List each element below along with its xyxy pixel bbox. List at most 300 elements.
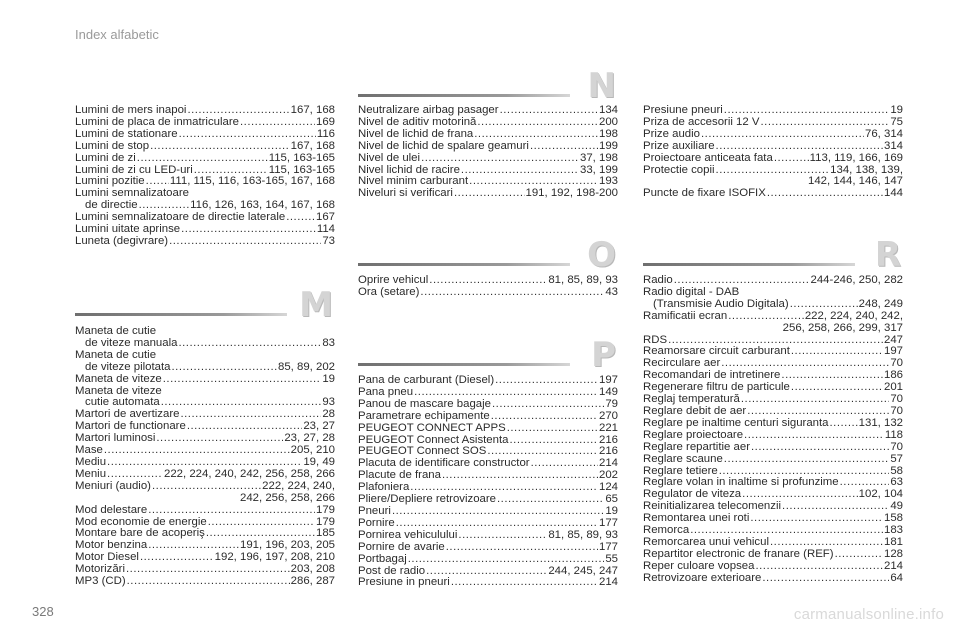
- entry-label: Lumini de zi: [75, 151, 136, 164]
- watermark: carmanualsonline.info: [793, 606, 944, 623]
- entry-pages: 102, 104: [858, 488, 903, 501]
- section-o: [358, 230, 618, 299]
- dot-leader: [180, 409, 321, 421]
- dot-leader: [442, 470, 598, 482]
- dot-leader: [420, 287, 604, 299]
- section-divider-bar: [358, 94, 570, 97]
- entry-pages: 70: [890, 404, 903, 417]
- dot-leader: [782, 501, 889, 513]
- entry-pages: 93: [322, 396, 335, 409]
- entry-label: Prize auxiliare: [643, 139, 715, 152]
- section-m: [75, 280, 335, 588]
- entry-label: Placute de frana: [358, 469, 441, 482]
- index-entry: [643, 153, 903, 165]
- entry-label: Maneta de cutie: [75, 348, 157, 361]
- entry-label: Meniuri (audio): [75, 479, 151, 492]
- index-entry: [643, 573, 903, 585]
- entry-list: [358, 105, 618, 200]
- entry-label: Mase: [75, 444, 103, 457]
- entry-pages: 85, 89, 202: [277, 360, 335, 373]
- entry-label: Ora (setare): [358, 285, 420, 298]
- index-entry: [75, 236, 335, 248]
- entry-label: Radio digital - DAB: [643, 285, 740, 298]
- dot-leader: [791, 382, 883, 394]
- entry-label: Nivel de aditiv motorină: [358, 115, 477, 128]
- entry-label: Motorizări: [75, 563, 126, 576]
- entry-pages: 193: [598, 175, 618, 188]
- entry-label: Remontarea unei roti: [643, 512, 750, 525]
- dot-leader: [104, 445, 290, 457]
- entry-label: Oprire vehicul: [358, 274, 429, 286]
- entry-label: Lumini semnalizatoare de directie laterale: [75, 211, 286, 224]
- entry-label: Reglare volan in inaltime si profunzime: [643, 476, 839, 489]
- entry-list: [75, 105, 335, 248]
- entry-label: Nivel minim carburant: [358, 175, 469, 188]
- dot-leader: [240, 117, 315, 129]
- dot-leader: [701, 129, 864, 141]
- entry-label: Martori luminosi: [75, 432, 156, 445]
- entry-label: PEUGEOT CONNECT APPS: [358, 421, 506, 434]
- entry-pages: 19, 49: [303, 455, 335, 468]
- section-p-continued: [643, 105, 903, 200]
- entry-label: Panou de mascare bagaje: [358, 397, 491, 410]
- section-divider-bar: [358, 363, 570, 366]
- dot-leader: [286, 212, 315, 224]
- dot-leader: [156, 433, 283, 445]
- index-entry: [358, 530, 618, 542]
- entry-pages: 70: [890, 357, 903, 370]
- index-entry: [358, 518, 618, 530]
- index-entry: [643, 299, 903, 311]
- entry-label: Pornire: [358, 516, 395, 529]
- entry-list: [358, 375, 618, 589]
- section-letter: R: [874, 235, 901, 275]
- entry-label: Reglare pe inaltime centuri siguranta: [643, 416, 829, 429]
- dot-leader: [530, 141, 598, 153]
- entry-label: Post de radio: [358, 564, 426, 577]
- entry-pages: 63: [890, 476, 903, 489]
- section-divider-bar: [358, 263, 570, 266]
- entry-label: Mod economie de energie: [75, 515, 207, 528]
- entry-pages: 216: [598, 433, 618, 446]
- index-entry: [643, 418, 903, 430]
- dot-leader: [181, 224, 316, 236]
- dot-leader: [169, 236, 321, 248]
- entry-label: Reinitializarea telecomenzii: [643, 500, 782, 513]
- page-header-title: Index alfabetic: [75, 27, 159, 42]
- dot-leader: [509, 435, 598, 447]
- entry-label: Presiune in pneuri: [358, 576, 450, 589]
- dot-leader: [477, 117, 598, 129]
- dot-leader: [107, 469, 163, 481]
- entry-label: Motor benzina: [75, 539, 148, 552]
- entry-label: Proiectoare anticeata fata: [643, 151, 773, 164]
- entry-label: Pneuri: [358, 504, 391, 517]
- entry-label: Repartitor electronic de franare (REF): [643, 547, 834, 560]
- entry-label: Reglare debit de aer: [643, 404, 747, 417]
- entry-label: Prize audio: [643, 127, 700, 140]
- dot-leader: [179, 129, 316, 141]
- entry-pages: 202: [598, 469, 618, 482]
- entry-pages: 192, 196, 197, 208, 210: [214, 551, 335, 564]
- entry-pages: 64: [890, 571, 903, 584]
- entry-pages: 23, 27, 28: [284, 432, 335, 445]
- index-entry-heading: [75, 350, 335, 362]
- dot-leader: [137, 153, 268, 165]
- dot-leader: [762, 573, 889, 585]
- entry-list: [643, 275, 903, 585]
- entry-pages: 191, 192, 198-200: [525, 187, 618, 200]
- section-letter: M: [299, 285, 333, 325]
- entry-label: Mod delestare: [75, 503, 148, 516]
- dot-leader: [750, 513, 883, 525]
- dot-leader: [744, 430, 884, 442]
- entry-pages: 247: [883, 333, 903, 346]
- entry-pages: 43: [605, 285, 618, 298]
- entry-pages: 23, 27: [303, 420, 335, 433]
- dot-leader: [767, 188, 883, 200]
- entry-label: Reglare repartitie aer: [643, 440, 750, 453]
- index-entry: [643, 430, 903, 442]
- index-entry: [358, 141, 618, 153]
- entry-pages: 83: [322, 336, 335, 349]
- entry-pages: 37, 198: [579, 151, 618, 164]
- dot-leader: [507, 423, 598, 435]
- dot-leader: [751, 442, 889, 454]
- dot-leader: [474, 129, 598, 141]
- dot-leader: [454, 188, 525, 200]
- section-divider-bar: [643, 263, 855, 266]
- entry-pages: 286, 287: [290, 575, 335, 588]
- index-entry: [75, 362, 335, 374]
- index-entry: [358, 506, 618, 518]
- entry-label: Portbagaj: [358, 552, 407, 565]
- entry-label: Lumini de zi cu LED-uri: [75, 163, 193, 176]
- entry-label: Puncte de fixare ISOFIX: [643, 187, 766, 200]
- entry-label: Nivel de lichid de spalare geamuri: [358, 139, 529, 152]
- entry-pages: 186: [883, 369, 903, 382]
- entry-pages: 28: [322, 408, 335, 421]
- entry-pages: 73: [322, 234, 335, 247]
- dot-leader: [790, 299, 858, 311]
- entry-pages: 205, 210: [290, 444, 335, 457]
- entry-pages: 169: [315, 115, 335, 128]
- page-number: 328: [32, 604, 54, 619]
- index-entry: [358, 577, 618, 589]
- entry-pages: 181: [883, 535, 903, 548]
- entry-label: de viteze pilotata: [85, 360, 171, 373]
- entry-pages: 57: [890, 452, 903, 465]
- section-n: [358, 61, 618, 200]
- index-entry: [75, 129, 335, 141]
- entry-label: MP3 (CD): [75, 575, 126, 588]
- index-entry: [358, 153, 618, 165]
- entry-pages: 314: [883, 139, 903, 152]
- entry-label: cutie automata: [85, 396, 160, 409]
- entry-label: Ramificatii ecran: [643, 309, 728, 322]
- entry-label: Nivel lichid de racire: [358, 163, 460, 176]
- entry-pages: 179: [315, 515, 335, 528]
- index-entry: [75, 469, 335, 481]
- dot-leader: [491, 411, 598, 423]
- entry-label: Protectie copii: [643, 163, 715, 176]
- entry-label: PEUGEOT Connect Asistenta: [358, 433, 509, 446]
- entry-pages: 131, 132: [858, 416, 903, 429]
- entry-pages: 177: [598, 540, 618, 553]
- section-header-p: [358, 330, 618, 374]
- entry-label: Pornirea vehiculului: [358, 528, 458, 541]
- entry-label: Meniu: [75, 467, 107, 480]
- dot-leader: [178, 338, 321, 350]
- entry-label: Reglaj temperatură: [643, 393, 740, 406]
- dot-leader: [495, 375, 598, 387]
- section-r: [643, 230, 903, 585]
- entry-label: Maneta de viteze: [75, 372, 162, 385]
- entry-pages: 185: [315, 527, 335, 540]
- entry-pages: 128: [883, 547, 903, 560]
- entry-pages: 244-246, 250, 282: [810, 274, 903, 286]
- entry-label: RDS: [643, 333, 668, 346]
- index-entry: [358, 423, 618, 435]
- entry-label: Recirculare aer: [643, 357, 721, 370]
- entry-pages: 248, 249: [858, 297, 903, 310]
- entry-pages: 244, 245, 247: [548, 564, 618, 577]
- dot-leader: [741, 394, 889, 406]
- dot-leader: [126, 564, 290, 576]
- section-header-o: [358, 230, 618, 274]
- entry-label: Pana de carburant (Diesel): [358, 374, 495, 386]
- dot-leader: [774, 153, 809, 165]
- entry-pages: 49: [890, 500, 903, 513]
- entry-label: Luneta (degivrare): [75, 234, 169, 247]
- entry-label: Nivel de ulei: [358, 151, 421, 164]
- entry-label: Neutralizare airbag pasager: [358, 104, 499, 116]
- entry-label: Martori de functionare: [75, 420, 186, 433]
- entry-pages: 19: [890, 104, 903, 116]
- entry-pages: 197: [598, 374, 618, 386]
- entry-label: Lumini semnalizatoare: [75, 187, 189, 200]
- entry-label: Reamorsare circuit carburant: [643, 345, 790, 358]
- dot-leader: [163, 374, 322, 386]
- entry-pages: 116: [316, 127, 335, 140]
- dot-leader: [140, 552, 214, 564]
- entry-pages: 19: [605, 504, 618, 517]
- entry-label: Placuta de identificare constructor: [358, 457, 530, 470]
- dot-leader: [531, 458, 598, 470]
- dot-leader: [148, 505, 315, 517]
- entry-list: [358, 275, 618, 299]
- entry-pages: 216: [598, 445, 618, 458]
- entry-label: de viteze manuala: [85, 336, 178, 349]
- index-entry: [643, 561, 903, 573]
- entry-pages: 242, 256, 258, 266: [239, 491, 335, 504]
- index-entry-continuation: [643, 323, 903, 335]
- index-entry: [75, 505, 335, 517]
- entry-pages: 191, 196, 203, 205: [239, 539, 335, 552]
- entry-pages: 81, 85, 89, 93: [548, 528, 618, 541]
- entry-pages: 177: [598, 516, 618, 529]
- entry-label: Radio: [643, 274, 673, 286]
- entry-pages: 116, 126, 163, 164, 167, 168: [190, 199, 335, 212]
- index-entry: [75, 374, 335, 386]
- index-entry: [643, 188, 903, 200]
- section-letter: P: [591, 335, 616, 375]
- entry-label: Lumini de stop: [75, 139, 150, 152]
- index-entry: [643, 454, 903, 466]
- entry-label: Lumini uitate aprinse: [75, 223, 181, 236]
- entry-pages: 70: [890, 393, 903, 406]
- entry-pages: 118: [884, 428, 903, 441]
- entry-label: Lumini de placa de inmatriculare: [75, 115, 239, 128]
- entry-pages: 203, 208: [290, 563, 335, 576]
- dot-leader: [127, 576, 290, 588]
- entry-pages: 134, 138, 139,: [830, 163, 903, 176]
- dot-leader: [835, 549, 883, 561]
- entry-pages: 144: [883, 187, 903, 200]
- index-entry: [358, 129, 618, 141]
- entry-label: Reper culoare vopsea: [643, 559, 755, 572]
- entry-pages: 167: [315, 211, 335, 224]
- entry-label: Reglare proiectoare: [643, 428, 744, 441]
- entry-pages: 81, 85, 89, 93: [548, 274, 618, 286]
- entry-label: Pliere/Depliere retrovizoare: [358, 493, 497, 506]
- entry-label: Parametrare echipamente: [358, 409, 490, 422]
- entry-pages: 115, 163-165: [268, 151, 335, 164]
- dot-leader: [451, 577, 598, 589]
- entry-label: Lumini pozitie: [75, 175, 145, 188]
- dot-leader: [724, 454, 890, 466]
- section-p: [358, 330, 618, 589]
- entry-pages: 214: [598, 576, 618, 589]
- index-entry: [643, 141, 903, 153]
- entry-label: Regenerare filtru de particule: [643, 381, 790, 394]
- section-header-r: [643, 230, 903, 274]
- entry-pages: 65: [605, 493, 618, 506]
- entry-pages: 200: [598, 115, 618, 128]
- entry-pages: 55: [605, 552, 618, 565]
- entry-label: (Transmisie Audio Digitala): [653, 297, 789, 310]
- index-entry: [643, 442, 903, 454]
- dot-leader: [500, 105, 598, 117]
- entry-pages: 115, 163-165: [268, 163, 335, 176]
- dot-leader: [396, 518, 598, 530]
- entry-pages: 76, 314: [864, 127, 903, 140]
- section-l: [75, 105, 335, 248]
- index-entry-continuation: [75, 493, 335, 505]
- dot-leader: [208, 517, 315, 529]
- index-entry: [358, 554, 618, 566]
- entry-label: Retrovizoare exterioare: [643, 571, 762, 584]
- dot-leader: [150, 141, 290, 153]
- section-header-m: [75, 280, 335, 324]
- entry-label: Maneta de viteze: [75, 384, 162, 397]
- dot-leader: [497, 494, 604, 506]
- index-entry: [358, 411, 618, 423]
- dot-leader: [446, 542, 598, 554]
- entry-pages: 222, 224, 240,: [262, 479, 335, 492]
- entry-pages: 134: [598, 104, 618, 116]
- dot-leader: [392, 506, 604, 518]
- dot-leader: [830, 418, 858, 430]
- entry-label: Presiune pneuri: [643, 104, 723, 116]
- entry-pages: 111, 115, 116, 163-165, 167, 168: [169, 175, 335, 188]
- index-entry: [358, 287, 618, 299]
- index-entry: [358, 188, 618, 200]
- dot-leader: [716, 141, 883, 153]
- entry-pages: 113, 119, 166, 169: [809, 151, 903, 164]
- section-letter: O: [587, 235, 616, 275]
- entry-pages: 142, 144, 146, 147: [807, 175, 903, 188]
- entry-label: PEUGEOT Connect SOS: [358, 445, 487, 458]
- entry-pages: 167, 168: [290, 104, 335, 116]
- entry-pages: 75: [890, 115, 903, 128]
- entry-label: Plafoniera: [358, 481, 410, 494]
- entry-pages: 201: [883, 381, 903, 394]
- index-entry: [643, 549, 903, 561]
- index-entry: [358, 399, 618, 411]
- entry-label: de directie: [85, 199, 138, 212]
- dot-leader: [421, 153, 579, 165]
- entry-pages: 222, 224, 240, 242,: [804, 309, 903, 322]
- dot-leader: [458, 530, 547, 542]
- entry-pages: 179: [315, 503, 335, 516]
- dot-leader: [408, 554, 605, 566]
- entry-label: Lumini de stationare: [75, 127, 178, 140]
- section-header-n: [358, 61, 618, 105]
- entry-list: [75, 326, 335, 588]
- index-entry: [75, 576, 335, 588]
- entry-label: Maneta de cutie: [75, 325, 157, 337]
- index-entry: [75, 141, 335, 153]
- entry-pages: 199: [598, 139, 618, 152]
- entry-label: Remorca: [643, 524, 690, 537]
- entry-pages: 70: [890, 440, 903, 453]
- entry-pages: 124: [598, 481, 618, 494]
- entry-pages: 114: [316, 223, 335, 236]
- dot-leader: [461, 165, 579, 177]
- entry-pages: 270: [598, 409, 618, 422]
- entry-pages: 158: [883, 512, 903, 525]
- entry-pages: 197: [883, 345, 903, 358]
- entry-label: Reglare scaune: [643, 452, 723, 465]
- entry-label: Recomandari de intretinere: [643, 369, 781, 382]
- entry-pages: 183: [883, 524, 903, 537]
- entry-pages: 214: [883, 559, 903, 572]
- entry-label: Reglare tetiere: [643, 464, 718, 477]
- entry-pages: 19: [322, 372, 335, 385]
- entry-pages: 58: [890, 464, 903, 477]
- entry-pages: 221: [598, 421, 618, 434]
- entry-pages: 214: [598, 457, 618, 470]
- index-entry: [358, 542, 618, 554]
- entry-label: Montare bare de acoperiş: [75, 527, 205, 540]
- entry-label: Nivel de lichid de frana: [358, 127, 474, 140]
- dot-leader: [755, 561, 883, 573]
- dot-leader: [161, 397, 322, 409]
- dot-leader: [781, 370, 883, 382]
- entry-label: Niveluri si verificari: [358, 187, 453, 200]
- section-letter: N: [587, 66, 616, 106]
- entry-label: Remorcarea unui vehicul: [643, 535, 769, 548]
- entry-label: Priza de accesorii 12 V: [643, 115, 760, 128]
- entry-label: Pornire de avarie: [358, 540, 445, 553]
- dot-leader: [492, 399, 604, 411]
- dot-leader: [791, 346, 883, 358]
- entry-pages: 198: [598, 127, 618, 140]
- entry-pages: 149: [598, 385, 618, 398]
- entry-label: Lumini de mers inapoi: [75, 104, 187, 116]
- index-entry: [358, 494, 618, 506]
